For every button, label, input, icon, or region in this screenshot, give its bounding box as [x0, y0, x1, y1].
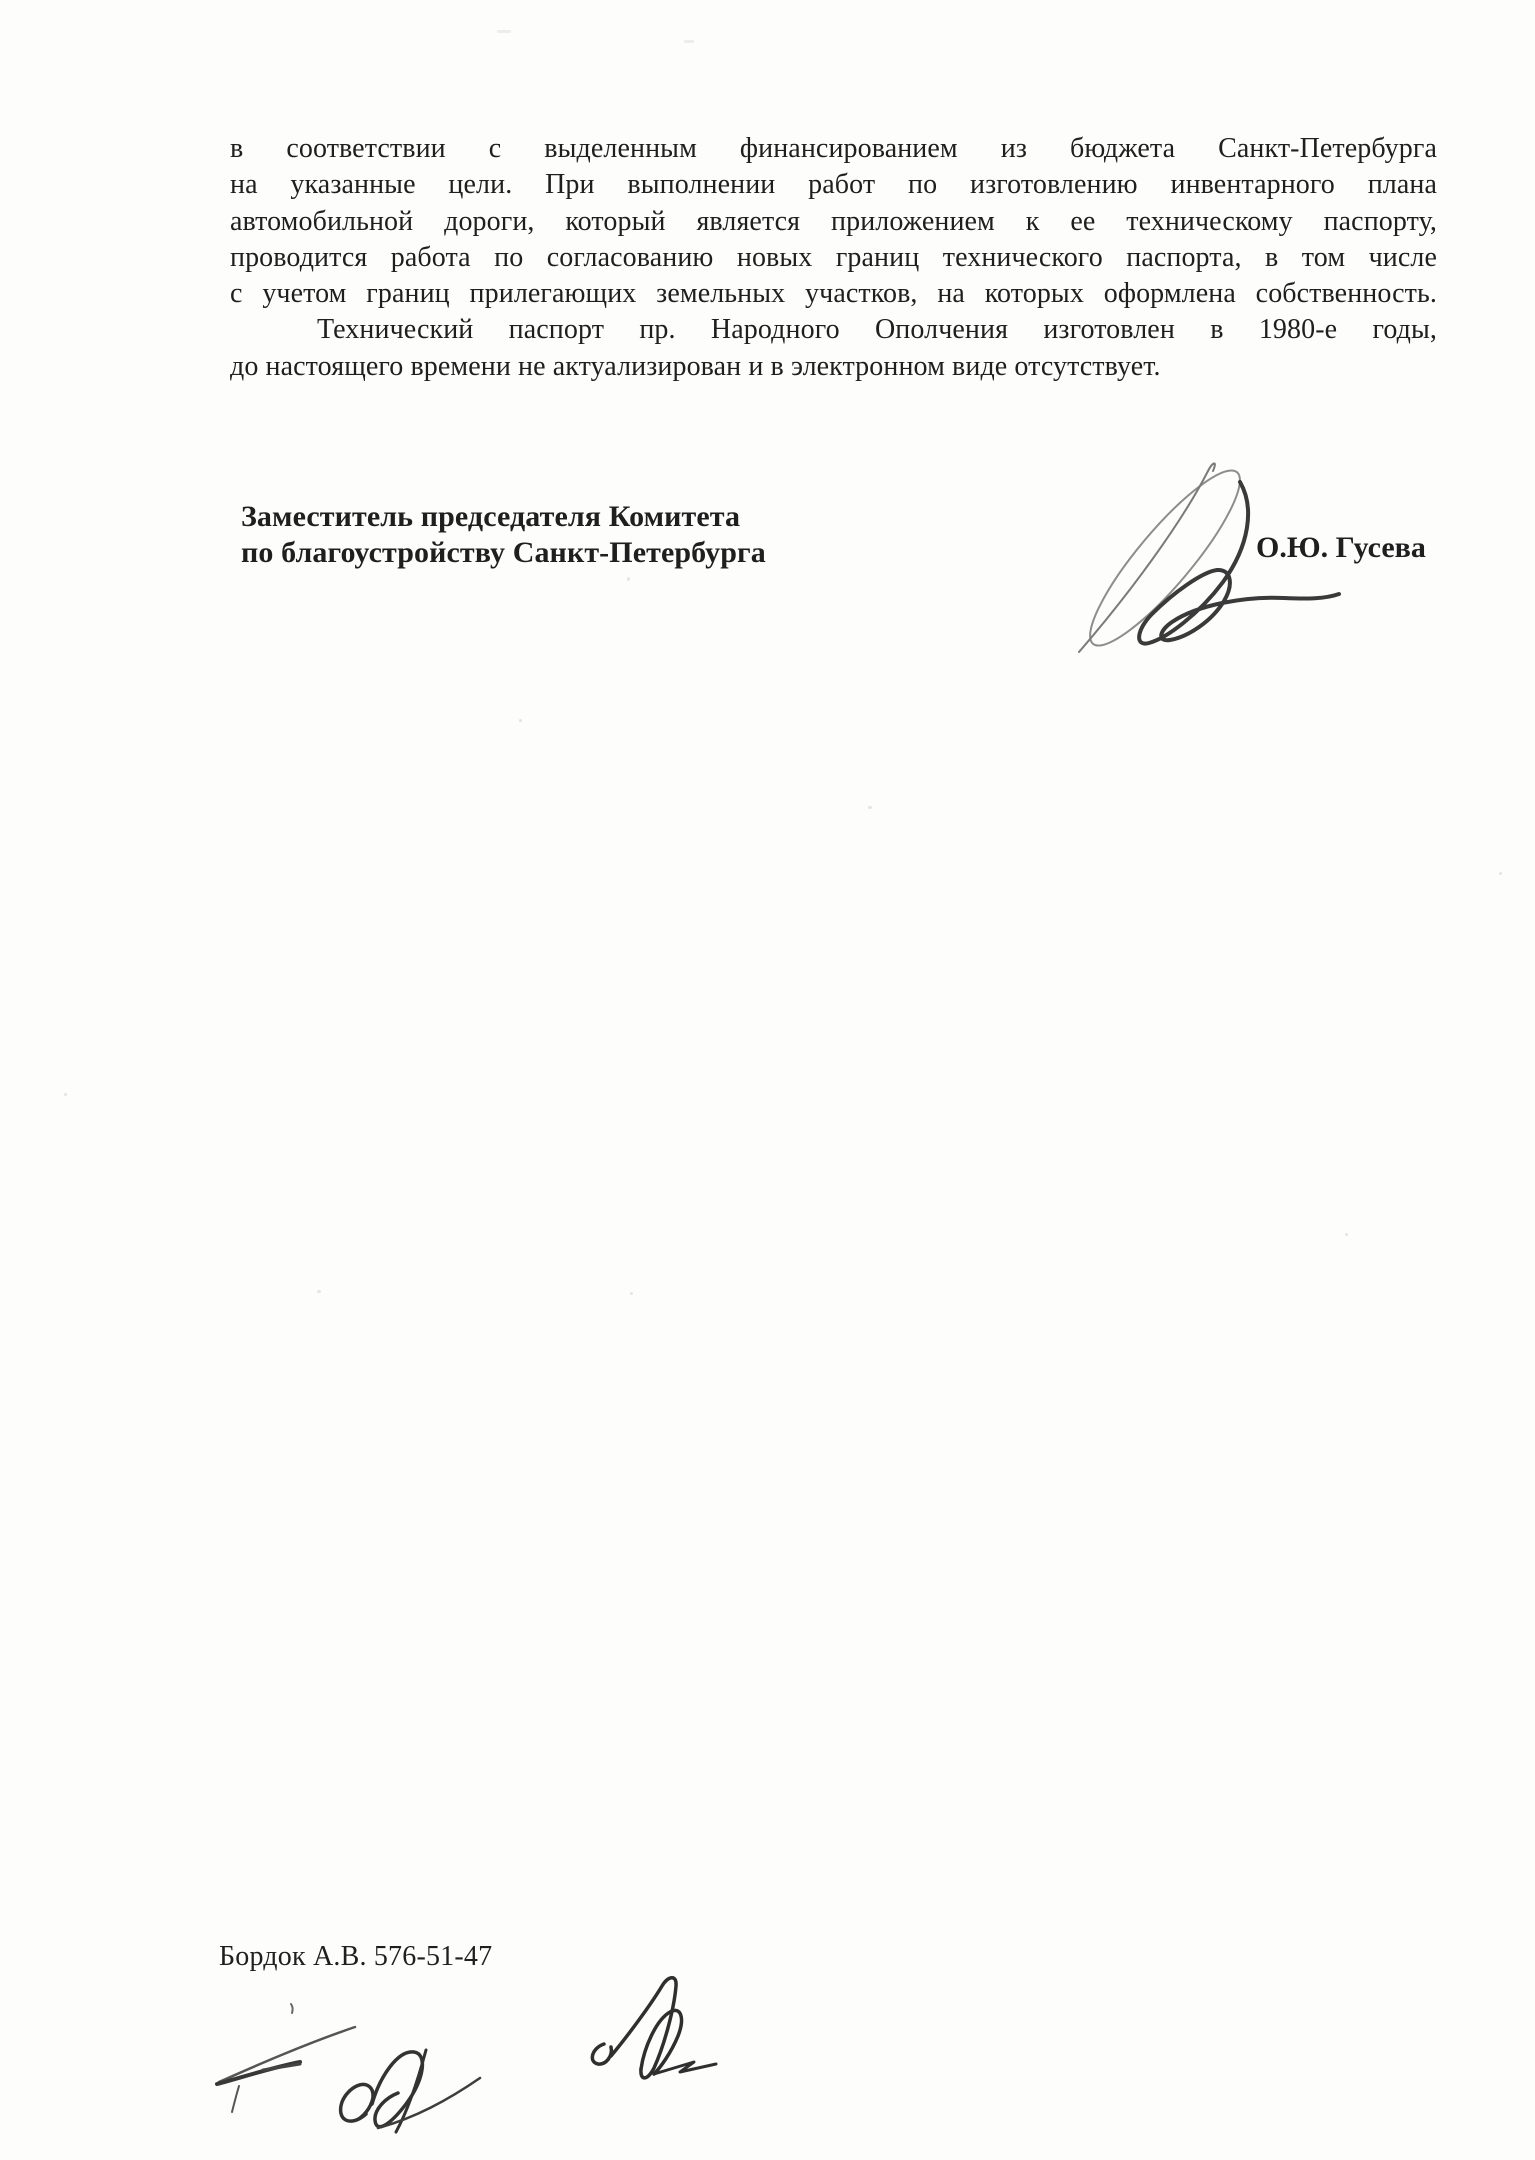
- scan-speck: [317, 1290, 321, 1293]
- scan-speck: [64, 1093, 67, 1096]
- visa-signature-right: [578, 1970, 728, 2095]
- scan-speck: [627, 577, 630, 581]
- paragraph1-line: автомобильной дороги, который является приложением к ее техническому паспорту,: [230, 205, 1437, 237]
- scan-speck: [1499, 872, 1502, 875]
- letter-body: [230, 131, 1437, 385]
- scan-speck: [868, 806, 872, 809]
- paragraph2-line: до настоящего времени не актуализирован и в электронном виде отсутствует.: [230, 350, 1161, 382]
- signatory-position-line: по благоустройству Санкт-Петербурга: [241, 536, 766, 569]
- executor-contact: Бордок А.В. 576-51-47: [219, 1941, 493, 1972]
- paragraph2-line: Технический паспорт пр. Народного Ополчения изготовлен в 1980-е годы,: [317, 314, 1437, 346]
- scan-speck: [630, 1292, 633, 1295]
- paragraph1-line: с учетом границ прилегающих земельных участков, на которых оформлена собственность.: [230, 278, 1437, 310]
- signatory-position-line: Заместитель председателя Комитета: [241, 500, 741, 533]
- paragraph1-line: проводится работа по согласованию новых границ технического паспорта, в том числе: [230, 241, 1437, 273]
- scan-speck: [1345, 1233, 1348, 1236]
- paragraph1-line: на указанные цели. При выполнении работ по изготовлению инвентарного плана: [230, 169, 1437, 201]
- visa-signature-middle: [330, 2040, 495, 2140]
- scan-speck: [684, 40, 694, 43]
- signatory-position-block: [241, 499, 766, 571]
- scan-speck: [497, 30, 511, 33]
- signer-name: О.Ю. Гусева: [1256, 531, 1426, 564]
- paragraph1-line: в соответствии с выделенным финансированием из бюджета Санкт-Петербурга: [230, 133, 1437, 164]
- scan-speck: [519, 719, 522, 722]
